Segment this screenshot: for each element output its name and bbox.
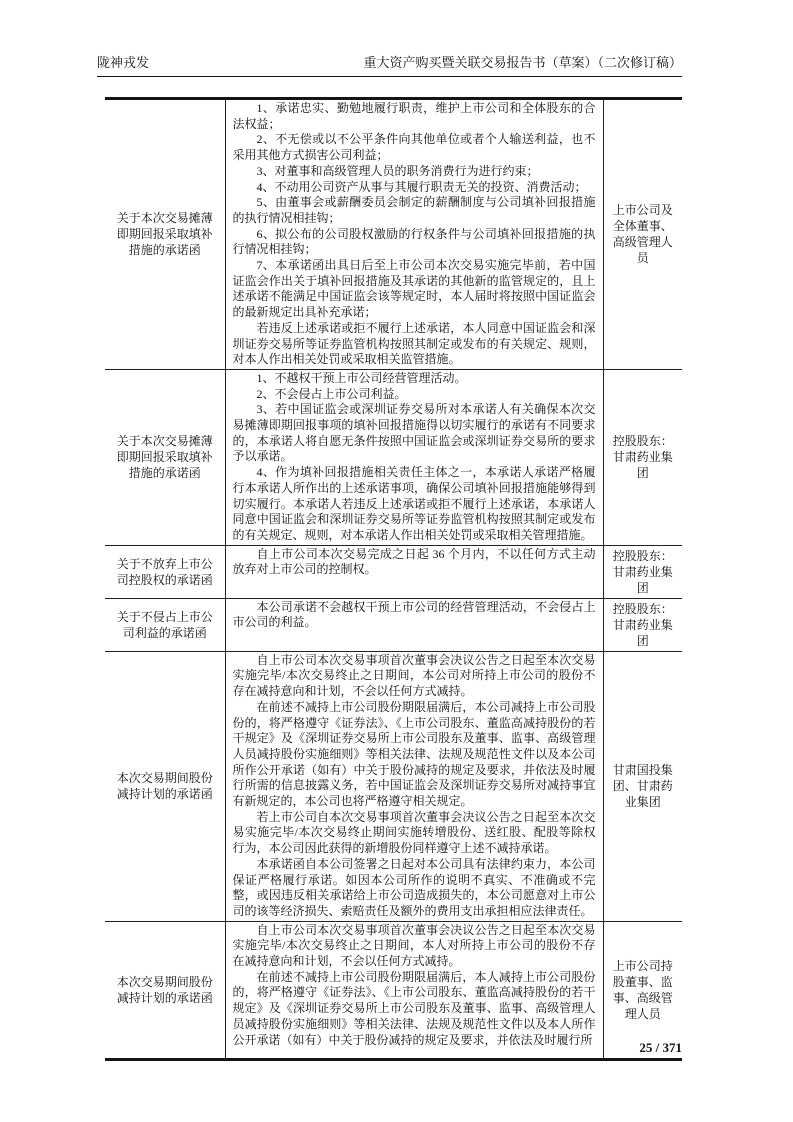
commitment-party-cell: 控股股东：甘肃药业集团 [603,545,682,598]
commitment-paragraph: 本承诺函自本公司签署之日起对本公司具有法律约束力，本公司保证严格履行承诺。如因本公司所作的说明不真实、不准确或不完整，或因违反相关承诺给上市公司造成损失的，本公司愿意对上市公司的该等经济损失、索赔责任及额外的费用支出承担相应法律责任。 [232,856,596,918]
commitment-paragraph: 若上市公司自本次交易事项首次董事会决议公告之日起至本次交易实施完毕/本次交易终止期间实施转增股份、送红股、配股等除权行为，本公司因此获得的新增股份同样遵守上述不减持承诺。 [232,809,596,856]
commitment-title-cell: 关于不放弃上市公司控股权的承诺函 [105,545,225,598]
table-row [105,651,682,921]
commitment-paragraph: 6、拟公布的公司股权激励的行权条件与公司填补回报措施的执行情况相挂钩； [232,226,596,257]
commitment-title-cell: 关于不侵占上市公司利益的承诺函 [105,598,225,651]
commitment-content-cell [225,545,603,598]
commitment-title-cell: 本次交易期间股份减持计划的承诺函 [105,651,225,921]
commitment-paragraph: 5、由董事会或薪酬委员会制定的薪酬制度与公司填补回报措施的执行情况相挂钩； [232,195,596,225]
table-row [105,598,682,651]
page-number: 25 / 371 [639,1040,682,1055]
commitment-paragraph: 自上市公司本次交易事项首次董事会决议公告之日起至本次交易实施完毕/本次交易终止之日期间，本公司对所持上市公司的股份不存在减持意向和计划，不会以任何方式减持。 [232,652,596,699]
table-row [105,369,682,545]
commitment-title-cell: 本次交易期间股份减持计划的承诺函 [105,921,225,1059]
commitment-paragraph: 2、不会侵占上市公司利益。 [256,386,407,401]
commitment-title-cell: 关于本次交易摊薄即期回报采取填补措施的承诺函 [105,369,225,545]
commitment-paragraph: 3、若中国证监会或深圳证券交易所对本承诺人有关确保本次交易摊薄即期回报事项的填补回报措施得以切实履行的承诺有不同要求的，本承诺人将自愿无条件按照中国证监会或深圳证券交易所的要求予以承诺。 [232,402,596,464]
commitment-content-cell [225,598,603,651]
commitment-party-cell: 上市公司持股董事、监事、高级管理人员 [603,921,682,1059]
commitment-party-cell: 上市公司及全体董事、高级管理人员 [603,99,682,370]
commitment-content-cell [225,369,603,545]
commitment-paragraph: 3、对董事和高级管理人员的职务消费行为进行约束； [256,163,539,178]
page-header [97,52,682,77]
header-company-name: 陇神戎发 [97,55,150,70]
commitments-table [105,97,682,1061]
commitment-paragraph: 在前述不减持上市公司股份期限届满后，本公司减持上市公司股份的，将严格遵守《证券法》、《上市公司股东、董监高减持股份的若干规定》及《深圳证券交易所上市公司股东及董事、监事、高级管理人员减持股份实施细则》等相关法律、法规及规范性文件以及本公司所作公开承诺（如有）中关于股份减持的规定及要求，并依法及时履行所需的信息披露义务，若中国证监会及深圳证券交易所对减持事宜有新规定的，本公司也将严格遵守相关规定。 [232,699,596,809]
commitment-paragraph: 本公司承诺不会越权干预上市公司的经营管理活动，不会侵占上市公司的利益。 [232,599,596,630]
commitment-title-cell: 关于本次交易摊薄即期回报采取填补措施的承诺函 [105,99,225,370]
commitment-paragraph: 若违反上述承诺或拒不履行上述承诺，本人同意中国证监会和深圳证券交易所等证券监管机构按照其制定或发布的有关规定、规则，对本人作出相关处罚或采取相关监管措施。 [232,320,596,367]
commitment-paragraph: 1、不越权干预上市公司经营管理活动。 [256,370,467,385]
commitment-paragraph: 自上市公司本次交易完成之日起 36 个月内，不以任何方式主动放弃对上市公司的控制权。 [232,546,596,577]
table-row [105,545,682,598]
commitment-party-cell: 甘肃国投集团、甘肃药业集团 [603,651,682,921]
table-row [105,921,682,1059]
commitment-paragraph: 自上市公司本次交易事项首次董事会决议公告之日起至本次交易实施完毕/本次交易终止之日期间，本人对所持上市公司的股份不存在减持意向和计划，不会以任何方式减持。 [232,922,596,969]
commitment-party-cell: 控股股东：甘肃药业集团 [603,369,682,545]
table-row [105,99,682,370]
commitment-paragraph: 4、作为填补回报措施相关责任主体之一，本承诺人承诺严格履行本承诺人所作出的上述承诺事项，确保公司填补回报措施能够得到切实履行。本承诺人若违反上述承诺或拒不履行上述承诺，本承诺人同意中国证监会和深圳证券交易所等证券监管机构按照其制定或发布的有关规定、规则，对本承诺人作出相关处罚或采取相关管理措施。 [232,465,596,542]
commitment-paragraph: 7、本承诺函出具日后至上市公司本次交易实施完毕前，若中国证监会作出关于填补回报措施及其承诺的其他新的监管规定的，且上述承诺不能满足中国证监会该等规定时，本人届时将按照中国证监会的最新规定出具补充承诺； [232,258,596,320]
commitment-paragraph: 2、不无偿或以不公平条件向其他单位或者个人输送利益，也不采用其他方式损害公司利益； [232,132,596,163]
commitment-content-cell [225,99,603,370]
commitment-content-cell [225,921,603,1059]
commitment-party-cell: 控股股东：甘肃药业集团 [603,598,682,651]
commitment-paragraph: 在前述不减持上市公司股份期限届满后，本人减持上市公司股份的，将严格遵守《证券法》、《上市公司股东、董监高减持股份的若干规定》及《深圳证券交易所上市公司股东及董事、监事、高级管理人员减持股份实施细则》等相关法律、法规及规范性文件以及本人所作公开承诺（如有）中关于股份减持的规定及要求，并依法及时履行所 [232,969,596,1047]
commitment-content-cell [225,651,603,921]
commitment-paragraph: 1、承诺忠实、勤勉地履行职责，维护上市公司和全体股东的合法权益； [232,101,596,131]
header-report-title: 重大资产购买暨关联交易报告书（草案）（二次修订稿） [363,55,682,70]
commitment-paragraph: 4、不动用公司资产从事与其履行职责无关的投资、消费活动； [256,179,587,194]
